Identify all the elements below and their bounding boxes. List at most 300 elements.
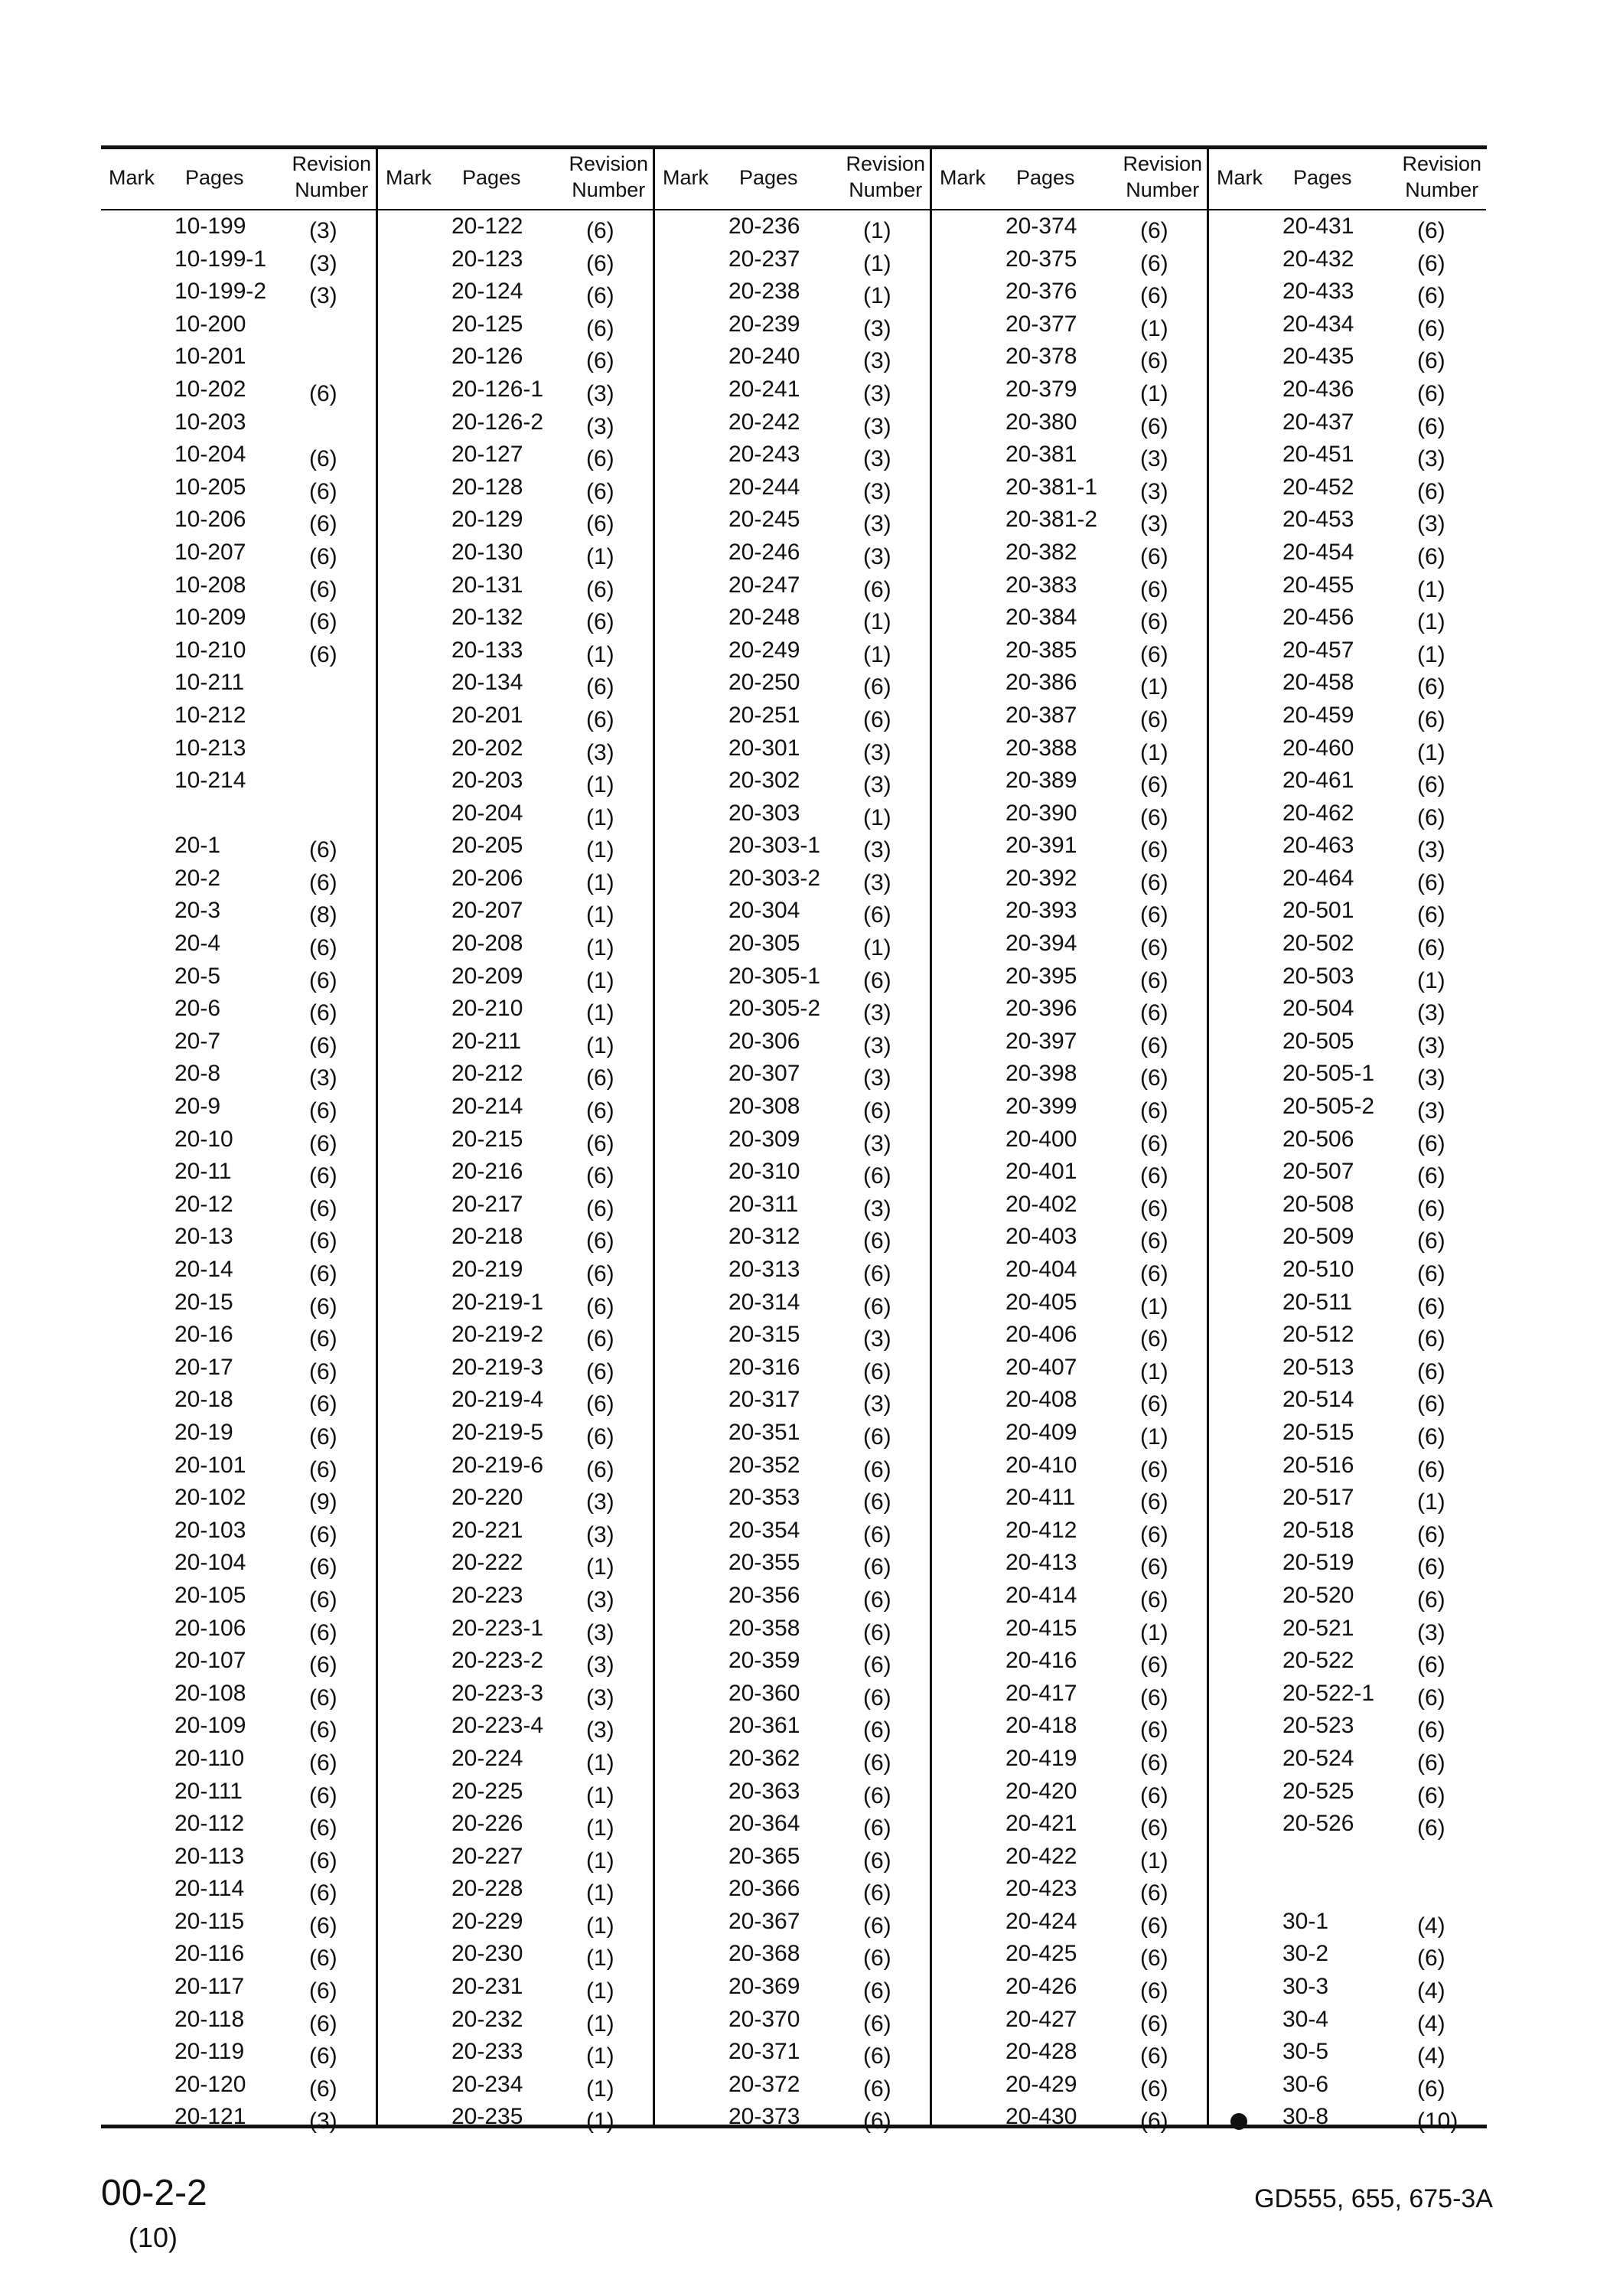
row-revision: (3) [586,1521,614,1548]
row-revision: (6) [1417,1750,1445,1776]
row-page: 20-219-4 [451,1387,544,1413]
table-row [1209,1124,1486,1156]
row-revision: (6) [1140,1065,1168,1091]
row-page: 20-435 [1282,344,1354,370]
row-page: 20-111 [174,1778,243,1804]
row-revision: (3) [863,869,891,895]
table-row [378,2004,653,2037]
row-page: 20-248 [728,605,800,631]
table-row [655,765,930,797]
row-revision: (6) [1140,413,1168,439]
row-mark [399,1820,415,1835]
row-revision: (6) [1417,1163,1445,1189]
row-page: 20-521 [1282,1615,1354,1641]
row-revision: (6) [863,1619,891,1645]
row-mark [122,1331,138,1346]
row-revision: (6) [586,1065,614,1091]
row-page: 20-308 [728,1094,800,1120]
row-revision: (6) [586,315,614,341]
row-page: 20-453 [1282,507,1354,533]
row-mark [1230,1950,1246,1965]
table-row [378,569,653,602]
table-row [655,1450,930,1482]
row-page: 20-8 [174,1061,221,1087]
table-row [101,1287,376,1319]
row-mark [122,810,138,825]
row-revision: (6) [586,1293,614,1319]
row-page: 20-209 [451,963,523,989]
header-pages: Pages [739,166,798,189]
row-revision: (6) [863,1424,891,1450]
row-page: 20-501 [1282,898,1354,924]
table-row [378,928,653,960]
row-revision: (6) [309,1750,337,1776]
table-row [101,895,376,928]
row-revision: (3) [586,1717,614,1743]
row-page: 20-373 [728,2104,800,2130]
table-row [932,634,1207,667]
row-page: 20-312 [728,1224,800,1250]
row-revision: (3) [863,380,891,406]
row-page: 20-377 [1005,311,1077,337]
row-revision: (3) [1417,1000,1445,1026]
row-mark [953,484,969,499]
row-mark [122,712,138,727]
row-page: 20-126-1 [451,376,544,402]
table-row [655,1319,930,1352]
table-row [101,2101,376,2134]
row-revision: (6) [1140,543,1168,569]
row-revision: (6) [309,869,337,895]
table-row [378,439,653,471]
row-revision: (6) [309,446,337,472]
row-revision: (6) [863,2043,891,2069]
row-revision: (3) [863,511,891,537]
row-mark [399,1722,415,1737]
table-row [932,602,1207,634]
row-page: 20-306 [728,1028,800,1054]
row-page: 20-506 [1282,1126,1354,1152]
row-revision: (1) [863,804,891,830]
table-row [932,1678,1207,1711]
row-page: 20-309 [728,1126,800,1152]
row-mark [953,1853,969,1868]
row-revision: (6) [1140,283,1168,309]
table-row [1209,1808,1486,1841]
row-page: 20-390 [1005,800,1077,826]
table-row [655,2101,930,2134]
row-mark [953,1168,969,1183]
table-row [655,797,930,830]
table-row [932,2004,1207,2037]
table-row [101,1058,376,1091]
row-mark [953,288,969,303]
table-row [655,1482,930,1515]
row-page: 20-419 [1005,1745,1077,1771]
row-revision: (6) [1417,1130,1445,1156]
row-revision: (6) [1417,1424,1445,1450]
row-mark [399,875,415,890]
row-revision: (6) [1417,869,1445,895]
table-row [1209,341,1486,373]
row-mark [953,1885,969,1900]
table-row [932,1189,1207,1221]
row-mark [676,2016,692,2031]
row-page: 10-199-1 [174,246,267,272]
row-page: 20-224 [451,1745,523,1771]
row-revision: (3) [1140,511,1168,537]
table-row [655,1906,930,1939]
row-mark [1230,1625,1246,1640]
table-row [932,1613,1207,1645]
table-row [932,960,1207,993]
table-row [101,1580,376,1613]
row-mark [953,516,969,531]
table-row [101,1319,376,1352]
row-mark [122,516,138,531]
row-page: 20-432 [1282,246,1354,272]
table-row [101,504,376,536]
table-row [1209,667,1486,700]
row-mark [122,1527,138,1542]
row-mark [1230,1168,1246,1183]
table-row [101,1515,376,1548]
row-mark [399,1331,415,1346]
row-revision: (1) [863,641,891,667]
table-row [101,1189,376,1221]
row-mark [399,1396,415,1411]
row-revision: (1) [586,1000,614,1026]
row-page: 20-365 [728,1843,800,1869]
table-row [932,1938,1207,1971]
row-page: 30-5 [1282,2039,1329,2065]
row-page: 20-515 [1282,1419,1354,1445]
row-revision: (6) [863,2108,891,2135]
row-revision: (1) [586,1815,614,1841]
row-revision: (6) [863,1945,891,1971]
table-row [655,2036,930,2069]
table-row [378,210,653,243]
table-row [932,797,1207,830]
table-row [1209,1319,1486,1352]
table-row [1209,2101,1486,2134]
row-mark [676,1331,692,1346]
row-mark [676,516,692,531]
row-mark [676,1918,692,1933]
row-page: 20-364 [728,1811,800,1837]
row-mark [122,1038,138,1053]
row-page: 20-452 [1282,474,1354,500]
row-revision: (6) [1417,1815,1445,1841]
row-mark [1230,1755,1246,1770]
row-mark [399,1462,415,1477]
table-row [932,1645,1207,1678]
row-page: 20-105 [174,1582,246,1608]
row-mark [953,1396,969,1411]
row-page: 20-526 [1282,1811,1354,1837]
row-revision: (6) [1417,1684,1445,1711]
row-page: 20-503 [1282,963,1354,989]
table-row [932,536,1207,569]
row-revision: (6) [1140,967,1168,993]
row-revision: (6) [1140,609,1168,635]
row-mark [953,549,969,564]
table-row [932,1384,1207,1417]
row-page: 20-358 [728,1615,800,1641]
row-revision: (6) [1140,1978,1168,2004]
row-mark [953,1233,969,1248]
row-revision: (6) [586,576,614,602]
table-row [932,1417,1207,1450]
table-row [378,1971,653,2004]
row-page: 20-509 [1282,1224,1354,1250]
row-revision: (6) [1140,1750,1168,1776]
row-mark [953,1527,969,1542]
row-mark [399,1983,415,1998]
table-row [655,439,930,471]
table-row [1209,928,1486,960]
table-row [378,700,653,732]
table-row [655,1938,930,1971]
row-revision: (6) [309,967,337,993]
row-revision: (6) [1140,869,1168,895]
row-revision: (6) [1417,804,1445,830]
row-revision: (3) [863,1130,891,1156]
row-revision: (6) [586,1424,614,1450]
row-mark [676,647,692,662]
row-mark [399,1299,415,1314]
table-row [378,1613,653,1645]
row-page: 20-420 [1005,1778,1077,1804]
table-row [1209,1873,1486,1906]
row-page: 20-301 [728,735,800,761]
row-mark [399,223,415,238]
row-mark [399,1950,415,1965]
row-revision: (6) [863,1880,891,1906]
row-revision: (6) [309,1652,337,1678]
table-row [655,1808,930,1841]
row-revision: (3) [863,315,891,341]
row-mark [953,1429,969,1444]
row-mark [953,842,969,857]
row-revision: (10) [1417,2108,1458,2135]
row-mark [122,679,138,694]
row-mark [953,712,969,727]
row-mark [953,1299,969,1314]
row-revision: (6) [863,1098,891,1124]
row-page: 20-101 [174,1452,246,1478]
row-mark [399,1494,415,1509]
row-revision: (3) [1417,1032,1445,1058]
row-mark [953,1494,969,1509]
row-page: 20-126-2 [451,409,544,435]
row-page: 20-361 [728,1713,800,1739]
table-row [1209,569,1486,602]
row-page: 20-393 [1005,898,1077,924]
row-mark [399,1690,415,1705]
header-mark: Mark [663,166,709,189]
table-row [1209,1221,1486,1254]
table-row [655,1678,930,1711]
table-row [655,1091,930,1124]
row-revision: (6) [309,1848,337,1874]
row-revision: (6) [586,1098,614,1124]
row-mark [1230,1722,1246,1737]
table-row [378,1808,653,1841]
row-revision: (1) [1140,1848,1168,1874]
row-mark [1230,1299,1246,1314]
row-page: 20-120 [174,2071,246,2097]
table-row [655,406,930,439]
row-page: 20-305 [728,931,800,957]
table-row [378,373,653,406]
row-page: 20-430 [1005,2104,1077,2130]
row-revision: (6) [1417,1293,1445,1319]
row-page: 20-212 [451,1061,523,1087]
row-page: 10-209 [174,605,246,631]
row-mark [399,419,415,434]
row-revision: (1) [1140,1358,1168,1384]
row-revision: (1) [1140,674,1168,700]
table-row [932,1221,1207,1254]
table-row [1209,2004,1486,2037]
row-mark [399,1527,415,1542]
row-revision: (6) [309,1521,337,1548]
table-row [1209,1384,1486,1417]
table-row [1209,2069,1486,2102]
row-page: 20-402 [1005,1191,1077,1217]
table-row [378,1776,653,1808]
table-row [1209,1417,1486,1450]
row-mark [676,614,692,629]
header-revision-line1: Revision [569,152,648,175]
row-mark [399,2016,415,2031]
row-page: 20-216 [451,1159,523,1185]
table-row [101,1678,376,1711]
row-mark [399,321,415,336]
table-row [655,1026,930,1058]
row-mark [122,582,138,597]
row-revision: (6) [586,706,614,732]
row-revision: (6) [1417,1554,1445,1580]
row-mark [399,1592,415,1607]
row-mark [1230,810,1246,825]
row-page: 20-387 [1005,702,1077,728]
row-revision: (6) [1140,1684,1168,1711]
table-row [655,1124,930,1156]
row-page: 20-134 [451,670,523,696]
row-mark [399,582,415,597]
row-page: 20-389 [1005,768,1077,794]
row-mark [953,386,969,401]
header-mark: Mark [1217,166,1263,189]
row-mark [399,1625,415,1640]
row-page: 20-237 [728,246,800,272]
row-page: 20-363 [728,1778,800,1804]
table-row [1209,1580,1486,1613]
table-row [101,2036,376,2069]
row-mark [1230,1266,1246,1281]
table-row [378,1841,653,1874]
row-page: 20-370 [728,2006,800,2032]
table-row [932,1841,1207,1874]
row-revision: (6) [1140,348,1168,374]
row-mark [122,1657,138,1672]
row-revision: (6) [309,2011,337,2037]
row-revision: (1) [1417,967,1445,993]
table-row [101,634,376,667]
row-mark [676,549,692,564]
row-page: 20-240 [728,344,800,370]
row-mark [1230,1788,1246,1803]
row-revision: (3) [863,1065,891,1091]
table-row [1209,732,1486,765]
table-row [932,863,1207,895]
row-page: 20-371 [728,2039,800,2065]
row-page: 20-425 [1005,1941,1077,1967]
column-header [101,149,376,210]
row-mark [1230,1364,1246,1379]
row-page: 20-217 [451,1191,523,1217]
row-revision: (3) [863,1195,891,1221]
row-mark [676,1201,692,1216]
table-row [1209,863,1486,895]
row-revision: (3) [586,413,614,439]
table-row [101,1156,376,1189]
row-page: 20-14 [174,1257,233,1282]
row-mark [1230,907,1246,922]
table-row [1209,1841,1486,1874]
row-mark [1230,647,1246,662]
table-row [655,276,930,308]
header-revision-number [292,151,371,203]
header-mark: Mark [109,166,155,189]
row-revision: (6) [309,1619,337,1645]
table-row [932,1808,1207,1841]
row-page: 20-422 [1005,1843,1077,1869]
row-revision: (1) [586,869,614,895]
row-mark [122,875,138,890]
table-row [378,2069,653,2102]
table-row [101,471,376,504]
row-revision: (1) [586,1945,614,1971]
row-mark [676,1657,692,1672]
table-row [932,439,1207,471]
row-revision: (6) [1417,543,1445,569]
table-row [378,863,653,895]
table-row [1209,895,1486,928]
table-row [101,2069,376,2102]
row-mark [953,1592,969,1607]
row-page: 20-399 [1005,1094,1077,1120]
row-revision: (6) [586,1228,614,1254]
row-revision: (1) [1140,1619,1168,1645]
row-page: 20-375 [1005,246,1077,272]
row-revision: (3) [309,218,337,243]
row-revision: (6) [586,1261,614,1287]
table-row [378,1287,653,1319]
row-mark [1230,2048,1246,2063]
table-row [932,1906,1207,1939]
row-page: 20-118 [174,2006,245,2032]
table-row [101,1743,376,1776]
row-page: 20-416 [1005,1648,1077,1674]
row-mark [953,2016,969,2031]
row-page: 20-108 [174,1680,246,1706]
row-mark [122,419,138,434]
row-page: 20-409 [1005,1419,1077,1445]
table-row [932,504,1207,536]
